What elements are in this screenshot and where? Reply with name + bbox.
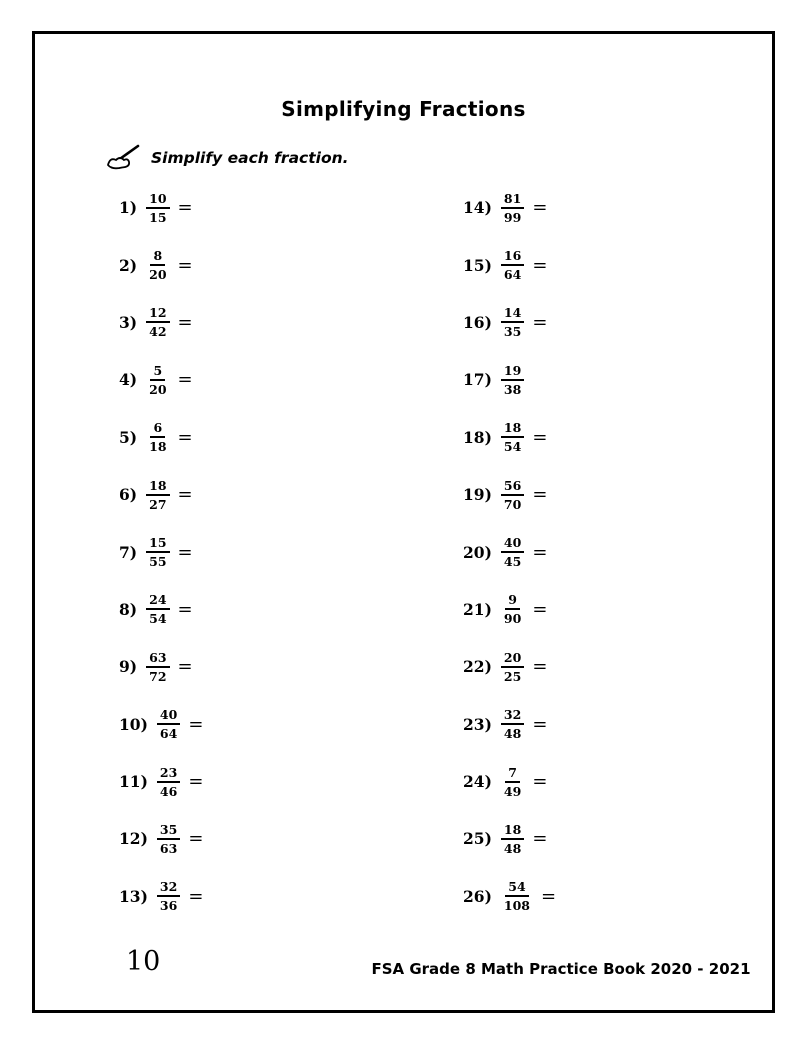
problem-number: 14) — [463, 198, 492, 218]
problem-number: 7) — [119, 542, 138, 562]
fraction-denominator: 25 — [503, 668, 522, 684]
fraction-denominator: 45 — [503, 554, 522, 570]
fraction-denominator: 35 — [503, 324, 522, 340]
fraction-denominator: 48 — [503, 840, 522, 856]
problem-number: 23) — [463, 714, 492, 734]
problem-number: 20) — [463, 542, 492, 562]
fraction-numerator: 6 — [150, 420, 165, 438]
problem-number: 6) — [119, 485, 138, 505]
page-number: 10 — [126, 946, 161, 977]
fraction-numerator: 32 — [501, 707, 524, 725]
fraction-numerator: 5 — [150, 363, 165, 381]
problem-number: 18) — [463, 427, 492, 447]
fraction — [501, 535, 524, 569]
problem-row — [119, 753, 203, 810]
fraction-numerator: 40 — [501, 535, 524, 553]
fraction-denominator: 72 — [149, 668, 167, 684]
problem-row — [119, 294, 203, 351]
fraction-denominator: 99 — [503, 209, 522, 225]
fraction-denominator: 64 — [503, 267, 522, 283]
fraction — [501, 650, 524, 684]
fraction — [146, 650, 169, 684]
page-title: Simplifying Fractions — [281, 97, 526, 121]
fraction-denominator: 36 — [159, 898, 178, 914]
fraction-numerator: 15 — [146, 535, 169, 553]
fraction-numerator: 9 — [505, 592, 520, 610]
fraction — [501, 879, 533, 913]
problem-number: 12) — [119, 829, 148, 849]
problem-number: 3) — [119, 312, 138, 332]
fraction — [501, 765, 524, 799]
fraction-numerator: 18 — [146, 478, 169, 496]
problem-number: 15) — [463, 255, 492, 275]
equals-sign: = — [177, 197, 193, 219]
fraction — [501, 822, 524, 856]
problem-row — [119, 409, 203, 466]
fraction-denominator: 48 — [503, 726, 522, 742]
problem-number: 11) — [119, 772, 148, 792]
problem-row — [463, 466, 556, 523]
fraction-denominator: 90 — [503, 611, 522, 627]
equals-sign: = — [177, 426, 193, 448]
fraction-denominator: 64 — [159, 726, 178, 742]
fraction-numerator: 19 — [501, 363, 524, 381]
problem-number: 1) — [119, 198, 138, 218]
fraction-numerator: 8 — [150, 248, 165, 266]
equals-sign: = — [541, 885, 557, 907]
problem-row — [463, 523, 556, 580]
equals-sign: = — [532, 541, 548, 563]
problem-row — [119, 236, 203, 293]
fraction-numerator: 14 — [501, 305, 524, 323]
problems-column-right — [463, 179, 556, 925]
problem-row — [463, 753, 556, 810]
fraction-numerator: 18 — [501, 822, 524, 840]
fraction-numerator: 56 — [501, 478, 524, 496]
problem-row — [119, 179, 203, 236]
equals-sign: = — [188, 828, 204, 850]
fraction — [501, 592, 524, 626]
equals-sign: = — [188, 713, 204, 735]
fraction — [501, 478, 524, 512]
fraction — [146, 592, 169, 626]
problem-row — [463, 294, 556, 351]
fraction-numerator: 35 — [157, 822, 180, 840]
problem-number: 24) — [463, 772, 492, 792]
fraction — [501, 363, 524, 397]
fraction-numerator: 7 — [505, 765, 520, 783]
problem-row — [119, 810, 203, 867]
fraction — [501, 191, 524, 225]
problem-row — [463, 810, 556, 867]
fraction — [501, 420, 524, 454]
fraction-numerator: 24 — [146, 592, 169, 610]
fraction-denominator: 18 — [149, 439, 167, 455]
fraction-numerator: 81 — [501, 191, 524, 209]
problem-number: 8) — [119, 599, 138, 619]
equals-sign: = — [177, 369, 193, 391]
fraction — [146, 535, 169, 569]
equals-sign: = — [177, 656, 193, 678]
fraction-denominator: 54 — [503, 439, 522, 455]
equals-sign: = — [532, 828, 548, 850]
footer-book-title: FSA Grade 8 Math Practice Book 2020 - 2021 — [371, 960, 751, 978]
equals-sign: = — [188, 771, 204, 793]
fraction-denominator: 54 — [149, 611, 167, 627]
problems-column-left — [119, 179, 203, 925]
writing-hand-icon — [105, 144, 141, 171]
problem-row — [463, 868, 556, 925]
problem-row — [463, 351, 556, 408]
problem-row — [463, 638, 556, 695]
fraction-denominator: 63 — [159, 840, 178, 856]
fraction-denominator: 46 — [159, 783, 178, 799]
fraction-numerator: 10 — [146, 191, 169, 209]
problem-row — [119, 351, 203, 408]
equals-sign: = — [532, 771, 548, 793]
fraction — [146, 305, 169, 339]
equals-sign: = — [532, 598, 548, 620]
fraction-numerator: 20 — [501, 650, 524, 668]
problem-row — [119, 638, 203, 695]
fraction — [146, 478, 169, 512]
problem-number: 10) — [119, 714, 148, 734]
equals-sign: = — [177, 598, 193, 620]
problem-number: 2) — [119, 255, 138, 275]
fraction — [146, 248, 169, 282]
problem-row — [463, 696, 556, 753]
equals-sign: = — [532, 713, 548, 735]
equals-sign: = — [532, 656, 548, 678]
problem-number: 5) — [119, 427, 138, 447]
fraction-numerator: 32 — [157, 879, 180, 897]
worksheet-page — [32, 31, 775, 1013]
equals-sign: = — [177, 484, 193, 506]
fraction — [146, 363, 169, 397]
fraction — [157, 822, 180, 856]
problem-number: 17) — [463, 370, 492, 390]
fraction-denominator: 49 — [503, 783, 522, 799]
problem-row — [463, 581, 556, 638]
instruction-row — [105, 144, 349, 171]
problem-row — [119, 696, 203, 753]
fraction-numerator: 63 — [146, 650, 169, 668]
fraction-numerator: 18 — [501, 420, 524, 438]
problem-number: 22) — [463, 657, 492, 677]
problem-row — [463, 409, 556, 466]
equals-sign: = — [532, 197, 548, 219]
fraction — [157, 765, 180, 799]
fraction-numerator: 16 — [501, 248, 524, 266]
fraction-denominator: 27 — [149, 496, 167, 512]
fraction-denominator: 38 — [503, 381, 522, 397]
fraction — [501, 305, 524, 339]
fraction — [501, 248, 524, 282]
problem-row — [119, 581, 203, 638]
problem-number: 26) — [463, 886, 492, 906]
problem-number: 25) — [463, 829, 492, 849]
fraction — [146, 420, 169, 454]
equals-sign: = — [177, 254, 193, 276]
equals-sign: = — [532, 254, 548, 276]
fraction-numerator: 40 — [157, 707, 180, 725]
equals-sign: = — [532, 426, 548, 448]
problem-row — [463, 179, 556, 236]
fraction-denominator: 70 — [503, 496, 522, 512]
problem-number: 4) — [119, 370, 138, 390]
equals-sign: = — [177, 311, 193, 333]
equals-sign: = — [177, 541, 193, 563]
problem-number: 13) — [119, 886, 148, 906]
fraction — [157, 879, 180, 913]
fraction — [146, 191, 169, 225]
problem-row — [119, 466, 203, 523]
equals-sign: = — [532, 484, 548, 506]
fraction-numerator: 23 — [157, 765, 180, 783]
instruction-text: Simplify each fraction. — [151, 148, 349, 167]
problem-row — [119, 868, 203, 925]
fraction-denominator: 20 — [149, 267, 167, 283]
problem-number: 9) — [119, 657, 138, 677]
fraction-denominator: 15 — [149, 209, 167, 225]
fraction-denominator: 20 — [149, 381, 167, 397]
problem-row — [463, 236, 556, 293]
fraction-denominator: 108 — [503, 898, 530, 914]
problem-row — [119, 523, 203, 580]
equals-sign: = — [532, 311, 548, 333]
equals-sign: = — [188, 885, 204, 907]
fraction — [501, 707, 524, 741]
problem-number: 19) — [463, 485, 492, 505]
fraction-denominator: 42 — [149, 324, 167, 340]
problem-number: 16) — [463, 312, 492, 332]
fraction — [157, 707, 180, 741]
fraction-denominator: 55 — [149, 554, 167, 570]
problem-number: 21) — [463, 599, 492, 619]
fraction-numerator: 12 — [146, 305, 169, 323]
fraction-numerator: 54 — [505, 879, 528, 897]
